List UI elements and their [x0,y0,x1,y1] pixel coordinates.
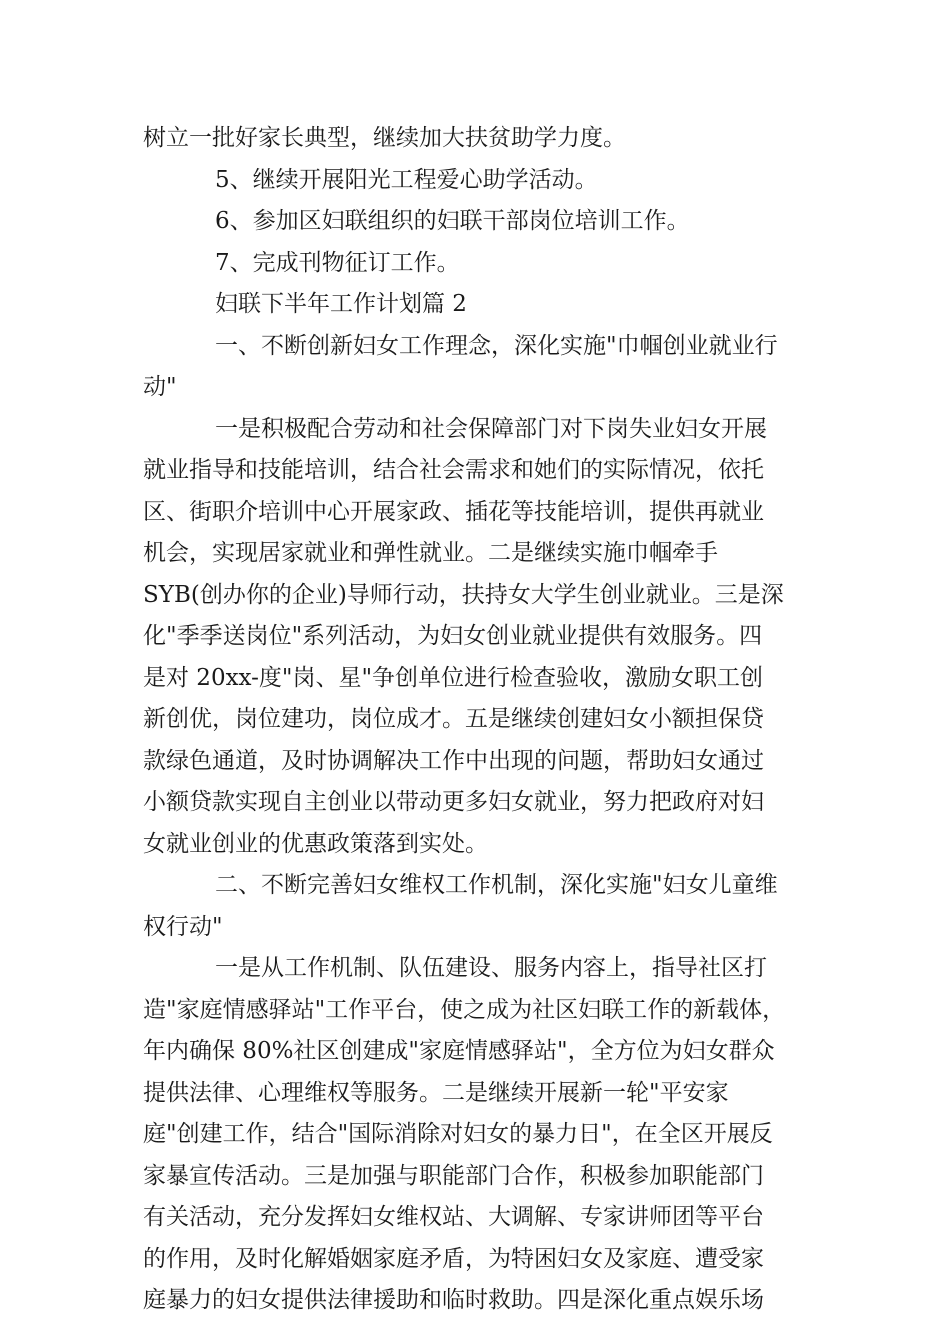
text-line: 二、不断完善妇女维权工作机制，深化实施"妇女儿童维 [215,872,778,898]
document-body [143,118,823,1322]
text-line: 小额贷款实现自主创业以带动更多妇女就业，努力把政府对妇 [143,789,764,815]
text-line: 化"季季送岗位"系列活动，为妇女创业就业提供有效服务。四 [143,623,763,649]
text-line: 权行动" [143,913,223,940]
text-line: 是对 20xx-度"岗、星"争创单位进行检查验收，激励女职工创 [143,664,764,691]
text-line: 动" [143,374,177,400]
text-line: 新创优，岗位建功，岗位成才。五是继续创建妇女小额担保贷 [143,706,764,732]
text-line: 一、不断创新妇女工作理念，深化实施"巾帼创业就业行 [215,332,778,359]
text-line: 造"家庭情感驿站"工作平台，使之成为社区妇联工作的新载体， [143,996,786,1023]
text-line: 有关活动，充分发挥妇女维权站、大调解、专家讲师团等平台 [143,1204,764,1230]
text-line: 家暴宣传活动。三是加强与职能部门合作，积极参加职能部门 [143,1162,764,1189]
text-line: 款绿色通道，及时协调解决工作中出现的问题，帮助妇女通过 [143,747,764,774]
text-line: 庭暴力的妇女提供法律援助和临时救助。四是深化重点娱乐场 [143,1287,764,1313]
text-line: 机会，实现居家就业和弹性就业。二是继续实施巾帼牵手 [143,540,718,566]
text-line: 的作用，及时化解婚姻家庭矛盾，为特困妇女及家庭、遭受家 [143,1245,764,1272]
text-line: 7、完成刊物征订工作。 [215,249,460,276]
text-line: 女就业创业的优惠政策落到实处。 [143,830,488,857]
text-line: 年内确保 80%社区创建成"家庭情感驿站"，全方位为妇女群众 [143,1038,775,1064]
text-line: 妇联下半年工作计划篇 2 [215,291,467,317]
text-line: 树立一批好家长典型，继续加大扶贫助学力度。 [143,125,626,151]
text-line: 5、继续开展阳光工程爱心助学活动。 [215,166,598,193]
text-line: 就业指导和技能培训，结合社会需求和她们的实际情况，依托 [143,457,764,483]
text-line: SYB(创办你的企业)导师行动，扶持女大学生创业就业。三是深 [143,581,784,608]
text-line: 提供法律、心理维权等服务。二是继续开展新一轮"平安家 [143,1079,729,1106]
text-line: 一是从工作机制、队伍建设、服务内容上，指导社区打 [215,955,767,981]
text-line: 区、街职介培训中心开展家政、插花等技能培训，提供再就业 [143,498,764,525]
text-line: 一是积极配合劳动和社会保障部门对下岗失业妇女开展 [215,415,767,442]
text-line: 庭"创建工作，结合"国际消除对妇女的暴力日"，在全区开展反 [143,1121,773,1147]
text-line: 6、参加区妇联组织的妇联干部岗位培训工作。 [215,208,690,234]
